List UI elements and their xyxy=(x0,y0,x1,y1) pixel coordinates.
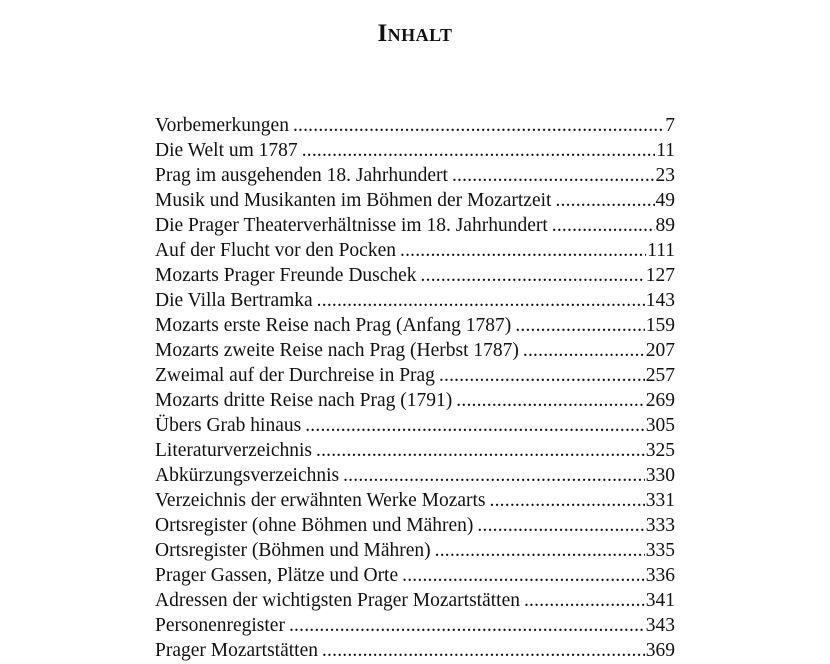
toc-dot-leader xyxy=(477,513,644,538)
toc-entry xyxy=(155,188,675,213)
toc-dot-leader xyxy=(515,313,644,338)
toc-entry-title: Personenregister xyxy=(155,615,285,636)
toc-entry xyxy=(155,438,675,463)
toc-dot-leader xyxy=(452,163,655,188)
toc-entry-title: Zweimal auf der Durchreise in Prag xyxy=(155,365,435,386)
toc-entry xyxy=(155,538,675,563)
toc-dot-leader xyxy=(421,263,645,288)
toc-entry xyxy=(155,513,675,538)
toc-dot-leader xyxy=(343,463,645,488)
toc-entry xyxy=(155,613,675,638)
toc-entry-title: Mozarts erste Reise nach Prag (Anfang 1787) xyxy=(155,315,512,336)
toc-entry xyxy=(155,238,675,263)
toc-dot-leader xyxy=(289,613,645,638)
toc-entry-title: Die Welt um 1787 xyxy=(155,140,298,161)
toc-entry xyxy=(155,338,675,363)
toc-entry-page: 89 xyxy=(655,215,675,236)
toc-entry-page: 335 xyxy=(645,540,675,561)
toc-entry-page: 207 xyxy=(645,340,675,361)
toc-entry-title: Die Villa Bertramka xyxy=(155,290,313,311)
toc-entry-title: Übers Grab hinaus xyxy=(155,415,302,436)
toc-entry-title: Prager Mozartstätten xyxy=(155,640,318,661)
toc-entry-title: Musik und Musikanten im Böhmen der Mozartzeit xyxy=(155,190,552,211)
toc-dot-leader xyxy=(317,288,645,313)
toc-entry-title: Die Prager Theaterverhältnisse im 18. Jahrhundert xyxy=(155,215,548,236)
toc-dot-leader xyxy=(402,563,645,588)
toc-entry-title: Verzeichnis der erwähnten Werke Mozarts xyxy=(155,490,486,511)
toc-entry-title: Ortsregister (Böhmen und Mähren) xyxy=(155,540,431,561)
toc-dot-leader xyxy=(302,138,656,163)
toc-dot-leader xyxy=(456,388,644,413)
toc-entry-page: 305 xyxy=(645,415,675,436)
toc-entry-page: 333 xyxy=(645,515,675,536)
toc-dot-leader xyxy=(552,213,655,238)
toc-dot-leader xyxy=(293,113,664,138)
toc-entry xyxy=(155,113,675,138)
toc-entry xyxy=(155,263,675,288)
toc-entry xyxy=(155,488,675,513)
toc-entry-page: 7 xyxy=(665,115,675,136)
toc-dot-leader xyxy=(305,413,645,438)
toc-entry-title: Prag im ausgehenden 18. Jahrhundert xyxy=(155,165,448,186)
toc-entry-page: 159 xyxy=(645,315,675,336)
toc-entry-page: 336 xyxy=(645,565,675,586)
toc-entry xyxy=(155,463,675,488)
toc-entry-title: Vorbemerkungen xyxy=(155,115,289,136)
toc-entry xyxy=(155,213,675,238)
toc-dot-leader xyxy=(435,538,645,563)
toc-entry-title: Mozarts dritte Reise nach Prag (1791) xyxy=(155,390,453,411)
toc-entry-page: 49 xyxy=(655,190,675,211)
toc-entry-title: Adressen der wichtigsten Prager Mozartstätten xyxy=(155,590,520,611)
toc-entry-page: 331 xyxy=(645,490,675,511)
toc-dot-leader xyxy=(400,238,646,263)
toc-entry-title: Auf der Flucht vor den Pocken xyxy=(155,240,396,261)
toc-entry-page: 325 xyxy=(645,440,675,461)
toc-entry-page: 11 xyxy=(656,140,675,161)
toc-entry-title: Prager Gassen, Plätze und Orte xyxy=(155,565,399,586)
toc-entry xyxy=(155,138,675,163)
toc-entry xyxy=(155,588,675,613)
toc-entry xyxy=(155,288,675,313)
toc-entry xyxy=(155,388,675,413)
toc-entry-page: 343 xyxy=(645,615,675,636)
toc-entry-title: Ortsregister (ohne Böhmen und Mähren) xyxy=(155,515,474,536)
table-of-contents xyxy=(155,113,675,663)
toc-entry-title: Mozarts zweite Reise nach Prag (Herbst 1787) xyxy=(155,340,519,361)
toc-dot-leader xyxy=(523,338,645,363)
toc-entry xyxy=(155,638,675,663)
toc-entry xyxy=(155,163,675,188)
toc-entry xyxy=(155,413,675,438)
page-heading: Inhalt xyxy=(377,19,453,47)
toc-entry-title: Abkürzungsverzeichnis xyxy=(155,465,340,486)
toc-entry-title: Literaturverzeichnis xyxy=(155,440,312,461)
toc-dot-leader xyxy=(439,363,645,388)
toc-dot-leader xyxy=(555,188,654,213)
toc-entry xyxy=(155,363,675,388)
toc-entry-page: 23 xyxy=(655,165,675,186)
toc-entry-page: 257 xyxy=(645,365,675,386)
toc-entry xyxy=(155,313,675,338)
toc-entry-page: 127 xyxy=(645,265,675,286)
toc-entry xyxy=(155,563,675,588)
toc-entry-page: 143 xyxy=(645,290,675,311)
toc-entry-page: 369 xyxy=(645,640,675,661)
toc-entry-title: Mozarts Prager Freunde Duschek xyxy=(155,265,417,286)
toc-entry-page: 269 xyxy=(645,390,675,411)
toc-dot-leader xyxy=(322,638,645,663)
toc-dot-leader xyxy=(524,588,645,613)
toc-dot-leader xyxy=(316,438,645,463)
toc-entry-page: 111 xyxy=(647,240,675,261)
toc-dot-leader xyxy=(490,488,645,513)
toc-entry-page: 341 xyxy=(645,590,675,611)
toc-entry-page: 330 xyxy=(645,465,675,486)
